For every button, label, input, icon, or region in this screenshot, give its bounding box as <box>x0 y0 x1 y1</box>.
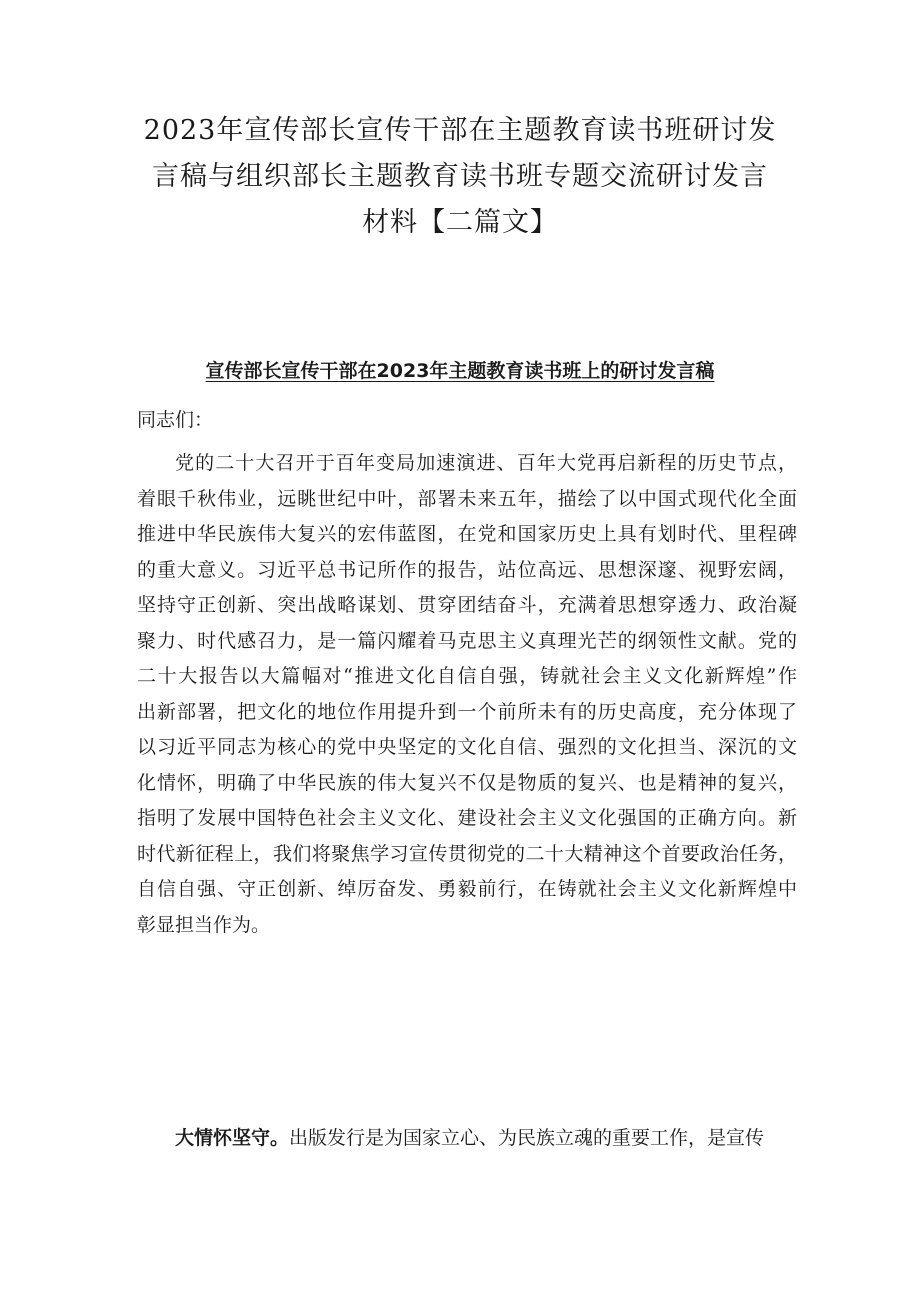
paragraph-line: 指明了发展中国特色社会主义文化、建设社会主义文化强国的正确方向。新 <box>137 807 797 829</box>
paragraph-line: 二十大报告以大篇幅对“推进文化自信自强，铸就社会主义文化新辉煌”作 <box>137 665 797 687</box>
paragraph-line: 着眼千秋伟业，远眺世纪中叶，部署未来五年，描绘了以中国式现代化全面 <box>137 487 797 510</box>
paragraph-line: 坚持守正创新、突出战略谋划、贯穿团结奋斗，充满着思想穿透力、政治凝 <box>137 594 797 616</box>
paragraph-line: 化情怀，明确了中华民族的伟大复兴不仅是物质的复兴、也是精神的复兴， <box>137 771 797 794</box>
title-line-2: 言稿与组织部长主题教育读书班专题交流研讨发言 <box>152 161 768 192</box>
paragraph-line: 出新部署，把文化的地位作用提升到一个前所未有的历史高度，充分体现了 <box>137 700 797 723</box>
paragraph-line: 自信自强、守正创新、绰厉奋发、勇毅前行，在铸就社会主义文化新辉煌中 <box>137 878 797 900</box>
title-line-1: 2023年宣传部长宣传干部在主题教育读书班研讨发 <box>143 115 777 146</box>
paragraph-2 <box>137 1121 797 1157</box>
paragraph-line <box>137 1121 797 1157</box>
document-title <box>120 108 800 246</box>
section-heading: 宣传部长宣传干部在2023年主题教育读书班上的研讨发言稿 <box>205 360 715 382</box>
paragraph-line: 时代新征程上，我们将聚焦学习宣传贯彻党的二十大精神这个首要政治任务， <box>137 842 797 865</box>
paragraph-1 <box>137 446 797 943</box>
paragraph-line: 党的二十大召开于百年变局加速演进、百年大党再启新程的历史节点， <box>175 452 797 474</box>
paragraph-line: 聚力、时代感召力，是一篇闪耀着马克思主义真理光芒的纲领性文献。党的 <box>137 629 797 652</box>
salutation: 同志们： <box>137 409 214 431</box>
paragraph-line: 推进中华民族伟大复兴的宏伟蓝图，在党和国家历史上具有划时代、里程碑 <box>137 523 797 545</box>
paragraph-line: 的重大意义。习近平总书记所作的报告，站位高远、思想深邃、视野宏阔， <box>137 558 797 581</box>
paragraph-line: 彰显担当作为。 <box>137 913 271 936</box>
paragraph-text: 出版发行是为国家立心、为民族立魂的重要工作，是宣传 <box>289 1127 765 1149</box>
paragraph-line: 以习近平同志为核心的党中央坚定的文化自信、强烈的文化担当、深沉的文 <box>137 736 797 758</box>
title-line-3: 材料【二篇文】 <box>362 207 558 238</box>
paragraph-lead: 大情怀坚守。 <box>175 1127 290 1149</box>
